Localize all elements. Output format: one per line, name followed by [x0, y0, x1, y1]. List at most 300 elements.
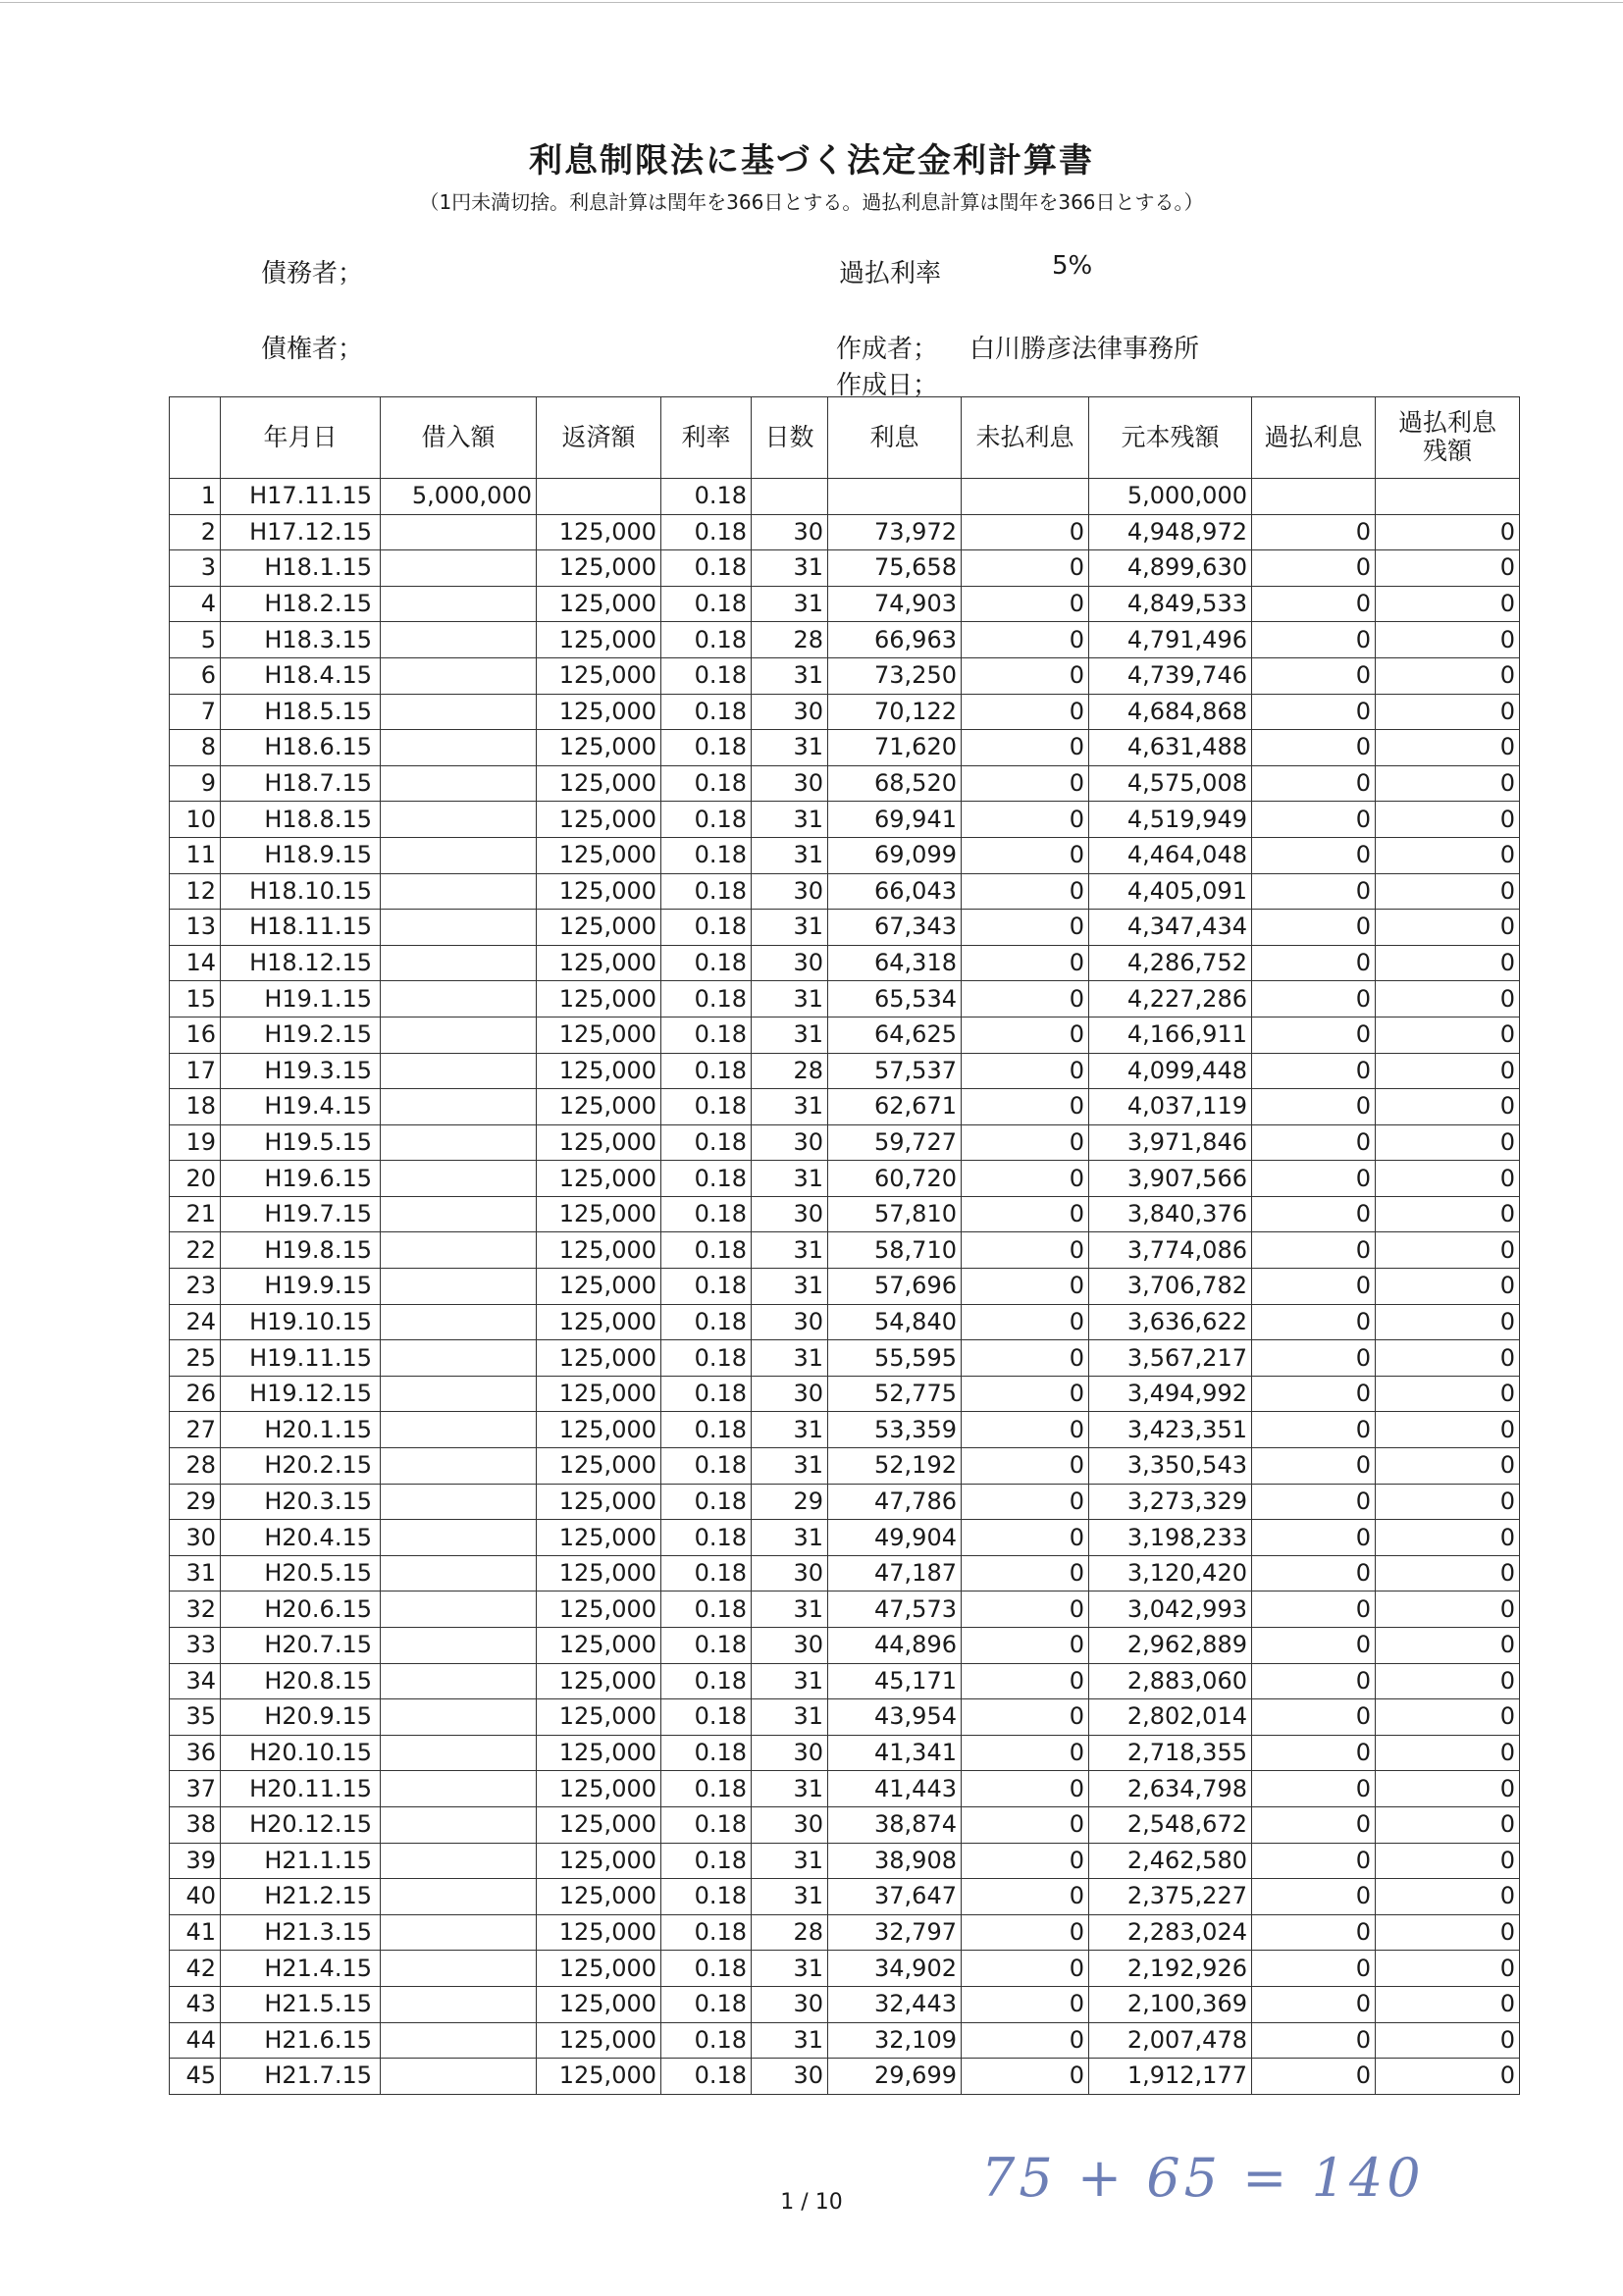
cell-overpaid-interest: 0 [1252, 765, 1376, 802]
cell-days: 31 [752, 1771, 828, 1807]
cell-overpaid-interest-balance: 0 [1376, 1304, 1520, 1340]
cell-date: H18.8.15 [221, 802, 381, 838]
header-principal-balance: 元本残額 [1089, 397, 1252, 479]
cell-interest: 41,443 [828, 1771, 962, 1807]
cell-days: 30 [752, 1124, 828, 1161]
cell-overpaid-interest: 0 [1252, 1448, 1376, 1485]
table-row [170, 1914, 1520, 1951]
cell-overpaid-interest: 0 [1252, 1017, 1376, 1053]
cell-overpaid-interest-balance: 0 [1376, 586, 1520, 622]
cell-overpaid-interest: 0 [1252, 1951, 1376, 1987]
cell-no: 1 [170, 479, 221, 515]
cell-days: 31 [752, 1663, 828, 1699]
table-row [170, 1196, 1520, 1232]
debtor-label: 債務者； [261, 259, 364, 288]
cell-overpaid-interest: 0 [1252, 1269, 1376, 1305]
cell-principal-balance: 4,405,091 [1089, 873, 1252, 910]
cell-borrowed [381, 1484, 537, 1520]
cell-unpaid-interest: 0 [962, 1196, 1089, 1232]
cell-overpaid-interest: 0 [1252, 1592, 1376, 1628]
cell-date: H19.2.15 [221, 1017, 381, 1053]
cell-repaid: 125,000 [537, 945, 661, 981]
cell-days: 31 [752, 1951, 828, 1987]
cell-repaid: 125,000 [537, 1520, 661, 1556]
header-interest: 利息 [828, 397, 962, 479]
cell-interest: 64,318 [828, 945, 962, 981]
cell-date: H20.1.15 [221, 1412, 381, 1448]
cell-unpaid-interest: 0 [962, 1340, 1089, 1377]
cell-date: H20.11.15 [221, 1771, 381, 1807]
cell-no: 17 [170, 1053, 221, 1089]
cell-days: 31 [752, 1232, 828, 1269]
cell-interest: 66,963 [828, 622, 962, 658]
cell-repaid: 125,000 [537, 657, 661, 694]
cell-borrowed [381, 1017, 537, 1053]
cell-principal-balance: 4,684,868 [1089, 694, 1252, 730]
cell-borrowed [381, 1735, 537, 1771]
cell-interest: 43,954 [828, 1699, 962, 1736]
table-row [170, 586, 1520, 622]
cell-no: 43 [170, 1986, 221, 2022]
cell-overpaid-interest: 0 [1252, 694, 1376, 730]
cell-interest: 53,359 [828, 1412, 962, 1448]
table-row [170, 514, 1520, 550]
table-row [170, 1879, 1520, 1915]
cell-rate: 0.18 [661, 765, 752, 802]
overpay-rate-value: 5% [1052, 251, 1093, 281]
cell-principal-balance: 3,198,233 [1089, 1520, 1252, 1556]
cell-date: H20.9.15 [221, 1699, 381, 1736]
cell-days: 30 [752, 514, 828, 550]
cell-repaid: 125,000 [537, 1879, 661, 1915]
cell-date: H18.9.15 [221, 837, 381, 873]
cell-days: 31 [752, 586, 828, 622]
cell-no: 23 [170, 1269, 221, 1305]
cell-no: 16 [170, 1017, 221, 1053]
cell-date: H19.7.15 [221, 1196, 381, 1232]
cell-no: 20 [170, 1161, 221, 1197]
cell-overpaid-interest-balance: 0 [1376, 1196, 1520, 1232]
table-row [170, 873, 1520, 910]
cell-days: 30 [752, 1986, 828, 2022]
cell-principal-balance: 2,548,672 [1089, 1806, 1252, 1843]
cell-rate: 0.18 [661, 479, 752, 515]
cell-date: H20.10.15 [221, 1735, 381, 1771]
cell-date: H21.7.15 [221, 2059, 381, 2095]
cell-unpaid-interest: 0 [962, 802, 1089, 838]
cell-repaid: 125,000 [537, 1161, 661, 1197]
cell-date: H19.3.15 [221, 1053, 381, 1089]
cell-borrowed [381, 1161, 537, 1197]
cell-date: H21.3.15 [221, 1914, 381, 1951]
cell-repaid: 125,000 [537, 1089, 661, 1125]
cell-rate: 0.18 [661, 1089, 752, 1125]
cell-overpaid-interest: 0 [1252, 1232, 1376, 1269]
cell-repaid: 125,000 [537, 837, 661, 873]
cell-date: H21.2.15 [221, 1879, 381, 1915]
cell-overpaid-interest-balance: 0 [1376, 1484, 1520, 1520]
cell-rate: 0.18 [661, 1124, 752, 1161]
cell-interest: 38,908 [828, 1843, 962, 1879]
cell-days: 31 [752, 1520, 828, 1556]
cell-interest: 58,710 [828, 1232, 962, 1269]
cell-days: 30 [752, 1376, 828, 1412]
table-row [170, 1628, 1520, 1664]
cell-principal-balance: 2,962,889 [1089, 1628, 1252, 1664]
cell-unpaid-interest: 0 [962, 657, 1089, 694]
header-days: 日数 [752, 397, 828, 479]
cell-unpaid-interest: 0 [962, 1771, 1089, 1807]
cell-overpaid-interest: 0 [1252, 2022, 1376, 2059]
cell-overpaid-interest-balance: 0 [1376, 1879, 1520, 1915]
cell-interest: 38,874 [828, 1806, 962, 1843]
cell-no: 18 [170, 1089, 221, 1125]
cell-principal-balance: 4,849,533 [1089, 586, 1252, 622]
table-row [170, 1699, 1520, 1736]
cell-interest: 41,341 [828, 1735, 962, 1771]
cell-repaid: 125,000 [537, 1448, 661, 1485]
cell-days: 30 [752, 945, 828, 981]
cell-no: 15 [170, 981, 221, 1018]
cell-no: 8 [170, 730, 221, 766]
cell-overpaid-interest: 0 [1252, 622, 1376, 658]
cell-overpaid-interest-balance: 0 [1376, 1699, 1520, 1736]
cell-borrowed [381, 1520, 537, 1556]
cell-repaid: 125,000 [537, 1053, 661, 1089]
cell-principal-balance: 3,042,993 [1089, 1592, 1252, 1628]
cell-date: H18.12.15 [221, 945, 381, 981]
cell-overpaid-interest: 0 [1252, 1735, 1376, 1771]
table-row [170, 910, 1520, 946]
cell-principal-balance: 3,907,566 [1089, 1161, 1252, 1197]
table-row [170, 1843, 1520, 1879]
cell-overpaid-interest: 0 [1252, 1663, 1376, 1699]
cell-interest: 74,903 [828, 586, 962, 622]
cell-overpaid-interest: 0 [1252, 1914, 1376, 1951]
cell-repaid: 125,000 [537, 1663, 661, 1699]
cell-rate: 0.18 [661, 1914, 752, 1951]
cell-interest: 32,109 [828, 2022, 962, 2059]
cell-unpaid-interest: 0 [962, 1304, 1089, 1340]
cell-days: 31 [752, 657, 828, 694]
cell-unpaid-interest: 0 [962, 1592, 1089, 1628]
cell-overpaid-interest: 0 [1252, 1196, 1376, 1232]
interest-calculation-table [169, 396, 1520, 2095]
cell-rate: 0.18 [661, 1053, 752, 1089]
cell-date: H19.10.15 [221, 1304, 381, 1340]
cell-unpaid-interest: 0 [962, 1520, 1089, 1556]
cell-rate: 0.18 [661, 730, 752, 766]
cell-overpaid-interest-balance: 0 [1376, 1986, 1520, 2022]
cell-rate: 0.18 [661, 1699, 752, 1736]
cell-repaid: 125,000 [537, 1269, 661, 1305]
cell-unpaid-interest: 0 [962, 1735, 1089, 1771]
cell-unpaid-interest: 0 [962, 1232, 1089, 1269]
cell-rate: 0.18 [661, 1986, 752, 2022]
cell-overpaid-interest: 0 [1252, 910, 1376, 946]
cell-no: 34 [170, 1663, 221, 1699]
table-row [170, 1269, 1520, 1305]
cell-interest: 52,775 [828, 1376, 962, 1412]
cell-overpaid-interest: 0 [1252, 514, 1376, 550]
cell-overpaid-interest-balance: 0 [1376, 1376, 1520, 1412]
cell-unpaid-interest [962, 479, 1089, 515]
cell-repaid: 125,000 [537, 765, 661, 802]
cell-repaid: 125,000 [537, 586, 661, 622]
cell-interest: 34,902 [828, 1951, 962, 1987]
cell-overpaid-interest-balance [1376, 479, 1520, 515]
cell-borrowed [381, 945, 537, 981]
cell-days: 28 [752, 1053, 828, 1089]
cell-repaid: 125,000 [537, 1914, 661, 1951]
cell-principal-balance: 4,099,448 [1089, 1053, 1252, 1089]
cell-days: 30 [752, 873, 828, 910]
cell-rate: 0.18 [661, 2022, 752, 2059]
cell-rate: 0.18 [661, 586, 752, 622]
cell-unpaid-interest: 0 [962, 1699, 1089, 1736]
cell-repaid: 125,000 [537, 1124, 661, 1161]
cell-borrowed: 5,000,000 [381, 479, 537, 515]
header-unpaid-interest: 未払利息 [962, 397, 1089, 479]
cell-unpaid-interest: 0 [962, 1376, 1089, 1412]
handwritten-note: 75 + 65 = 140 [981, 2147, 1425, 2209]
overpay-rate-label: 過払利率 [839, 259, 942, 288]
cell-no: 41 [170, 1914, 221, 1951]
table-row [170, 837, 1520, 873]
cell-repaid: 125,000 [537, 622, 661, 658]
cell-no: 14 [170, 945, 221, 981]
cell-repaid: 125,000 [537, 550, 661, 587]
cell-date: H18.5.15 [221, 694, 381, 730]
cell-overpaid-interest: 0 [1252, 1520, 1376, 1556]
header-overpaid-interest-balance [1376, 397, 1520, 479]
cell-principal-balance: 4,166,911 [1089, 1017, 1252, 1053]
cell-overpaid-interest-balance: 0 [1376, 1914, 1520, 1951]
cell-interest: 47,786 [828, 1484, 962, 1520]
cell-principal-balance: 2,634,798 [1089, 1771, 1252, 1807]
cell-interest: 57,537 [828, 1053, 962, 1089]
cell-overpaid-interest-balance: 0 [1376, 1124, 1520, 1161]
cell-borrowed [381, 550, 537, 587]
cell-overpaid-interest: 0 [1252, 1628, 1376, 1664]
cell-date: H21.6.15 [221, 2022, 381, 2059]
cell-rate: 0.18 [661, 1484, 752, 1520]
cell-borrowed [381, 1806, 537, 1843]
cell-repaid: 125,000 [537, 694, 661, 730]
cell-days: 30 [752, 1806, 828, 1843]
cell-interest: 32,797 [828, 1914, 962, 1951]
header-date: 年月日 [221, 397, 381, 479]
cell-borrowed [381, 1376, 537, 1412]
cell-days: 31 [752, 1448, 828, 1485]
cell-no: 25 [170, 1340, 221, 1377]
header-no [170, 397, 221, 479]
cell-borrowed [381, 2022, 537, 2059]
cell-date: H19.6.15 [221, 1161, 381, 1197]
cell-overpaid-interest-balance: 0 [1376, 1017, 1520, 1053]
cell-repaid: 125,000 [537, 981, 661, 1018]
page-number: 1 / 10 [780, 2190, 843, 2215]
cell-principal-balance: 4,948,972 [1089, 514, 1252, 550]
cell-no: 37 [170, 1771, 221, 1807]
cell-days: 30 [752, 1628, 828, 1664]
cell-principal-balance: 2,100,369 [1089, 1986, 1252, 2022]
cell-rate: 0.18 [661, 1592, 752, 1628]
cell-date: H18.10.15 [221, 873, 381, 910]
cell-overpaid-interest-balance: 0 [1376, 1771, 1520, 1807]
cell-principal-balance: 3,494,992 [1089, 1376, 1252, 1412]
cell-repaid: 125,000 [537, 1951, 661, 1987]
cell-overpaid-interest-balance: 0 [1376, 1628, 1520, 1664]
cell-principal-balance: 2,718,355 [1089, 1735, 1252, 1771]
cell-days: 31 [752, 981, 828, 1018]
cell-interest: 60,720 [828, 1161, 962, 1197]
cell-no: 13 [170, 910, 221, 946]
cell-days: 30 [752, 765, 828, 802]
cell-overpaid-interest: 0 [1252, 1699, 1376, 1736]
cell-borrowed [381, 1340, 537, 1377]
table-row [170, 1376, 1520, 1412]
cell-unpaid-interest: 0 [962, 1269, 1089, 1305]
cell-borrowed [381, 657, 537, 694]
cell-unpaid-interest: 0 [962, 1951, 1089, 1987]
cell-principal-balance: 3,774,086 [1089, 1232, 1252, 1269]
cell-overpaid-interest-balance: 0 [1376, 1340, 1520, 1377]
cell-rate: 0.18 [661, 622, 752, 658]
cell-days: 31 [752, 802, 828, 838]
cell-date: H20.3.15 [221, 1484, 381, 1520]
cell-date: H19.1.15 [221, 981, 381, 1018]
cell-date: H20.5.15 [221, 1555, 381, 1592]
cell-overpaid-interest: 0 [1252, 837, 1376, 873]
cell-interest: 55,595 [828, 1340, 962, 1377]
cell-principal-balance: 3,971,846 [1089, 1124, 1252, 1161]
document-title: 利息制限法に基づく法定金利計算書 [529, 141, 1094, 181]
cell-repaid: 125,000 [537, 1986, 661, 2022]
cell-repaid: 125,000 [537, 1628, 661, 1664]
cell-borrowed [381, 694, 537, 730]
cell-borrowed [381, 730, 537, 766]
table-header-row [170, 397, 1520, 479]
cell-borrowed [381, 1448, 537, 1485]
cell-overpaid-interest: 0 [1252, 1879, 1376, 1915]
cell-overpaid-interest-balance: 0 [1376, 2059, 1520, 2095]
cell-repaid: 125,000 [537, 2022, 661, 2059]
table-row [170, 1555, 1520, 1592]
cell-no: 9 [170, 765, 221, 802]
cell-unpaid-interest: 0 [962, 1914, 1089, 1951]
cell-interest: 68,520 [828, 765, 962, 802]
cell-days: 31 [752, 1089, 828, 1125]
cell-interest: 57,810 [828, 1196, 962, 1232]
cell-rate: 0.18 [661, 981, 752, 1018]
cell-repaid: 125,000 [537, 2059, 661, 2095]
cell-principal-balance: 4,791,496 [1089, 622, 1252, 658]
cell-overpaid-interest-balance: 0 [1376, 550, 1520, 587]
table-row [170, 1448, 1520, 1485]
cell-principal-balance: 3,636,622 [1089, 1304, 1252, 1340]
cell-borrowed [381, 1843, 537, 1879]
cell-repaid: 125,000 [537, 1304, 661, 1340]
cell-overpaid-interest: 0 [1252, 1986, 1376, 2022]
cell-principal-balance: 4,464,048 [1089, 837, 1252, 873]
cell-overpaid-interest-balance: 0 [1376, 1663, 1520, 1699]
cell-overpaid-interest-balance: 0 [1376, 1592, 1520, 1628]
cell-date: H21.1.15 [221, 1843, 381, 1879]
cell-principal-balance: 2,883,060 [1089, 1663, 1252, 1699]
cell-rate: 0.18 [661, 910, 752, 946]
cell-interest: 67,343 [828, 910, 962, 946]
cell-overpaid-interest-balance: 0 [1376, 910, 1520, 946]
cell-days: 31 [752, 1699, 828, 1736]
table-row [170, 479, 1520, 515]
cell-borrowed [381, 1592, 537, 1628]
cell-unpaid-interest: 0 [962, 1089, 1089, 1125]
cell-borrowed [381, 1089, 537, 1125]
cell-date: H18.1.15 [221, 550, 381, 587]
cell-overpaid-interest-balance: 0 [1376, 1806, 1520, 1843]
cell-unpaid-interest: 0 [962, 730, 1089, 766]
cell-date: H20.8.15 [221, 1663, 381, 1699]
cell-date: H18.7.15 [221, 765, 381, 802]
cell-date: H20.2.15 [221, 1448, 381, 1485]
table-row [170, 945, 1520, 981]
cell-rate: 0.18 [661, 1879, 752, 1915]
cell-date: H19.11.15 [221, 1340, 381, 1377]
cell-overpaid-interest: 0 [1252, 657, 1376, 694]
cell-overpaid-interest-balance: 0 [1376, 873, 1520, 910]
cell-overpaid-interest-balance: 0 [1376, 1951, 1520, 1987]
table-row [170, 1304, 1520, 1340]
cell-borrowed [381, 1232, 537, 1269]
cell-overpaid-interest: 0 [1252, 1161, 1376, 1197]
cell-interest: 66,043 [828, 873, 962, 910]
cell-unpaid-interest: 0 [962, 1412, 1089, 1448]
table-row [170, 1951, 1520, 1987]
cell-interest: 69,099 [828, 837, 962, 873]
cell-unpaid-interest: 0 [962, 694, 1089, 730]
cell-principal-balance: 4,286,752 [1089, 945, 1252, 981]
cell-interest: 29,699 [828, 2059, 962, 2095]
cell-date: H18.11.15 [221, 910, 381, 946]
cell-overpaid-interest: 0 [1252, 945, 1376, 981]
table-row [170, 765, 1520, 802]
table-row [170, 622, 1520, 658]
cell-principal-balance: 2,802,014 [1089, 1699, 1252, 1736]
cell-no: 21 [170, 1196, 221, 1232]
cell-days: 31 [752, 1843, 828, 1879]
cell-days: 30 [752, 1555, 828, 1592]
cell-rate: 0.18 [661, 1663, 752, 1699]
cell-principal-balance: 2,192,926 [1089, 1951, 1252, 1987]
cell-borrowed [381, 1986, 537, 2022]
cell-overpaid-interest-balance: 0 [1376, 1412, 1520, 1448]
cell-repaid: 125,000 [537, 730, 661, 766]
cell-rate: 0.18 [661, 1771, 752, 1807]
table-body [170, 479, 1520, 2095]
cell-no: 11 [170, 837, 221, 873]
cell-unpaid-interest: 0 [962, 1124, 1089, 1161]
cell-overpaid-interest: 0 [1252, 1124, 1376, 1161]
cell-borrowed [381, 622, 537, 658]
cell-date: H19.4.15 [221, 1089, 381, 1125]
cell-principal-balance: 4,347,434 [1089, 910, 1252, 946]
cell-overpaid-interest-balance: 0 [1376, 1735, 1520, 1771]
cell-rate: 0.18 [661, 802, 752, 838]
cell-rate: 0.18 [661, 1232, 752, 1269]
table-row [170, 1053, 1520, 1089]
cell-principal-balance: 3,423,351 [1089, 1412, 1252, 1448]
